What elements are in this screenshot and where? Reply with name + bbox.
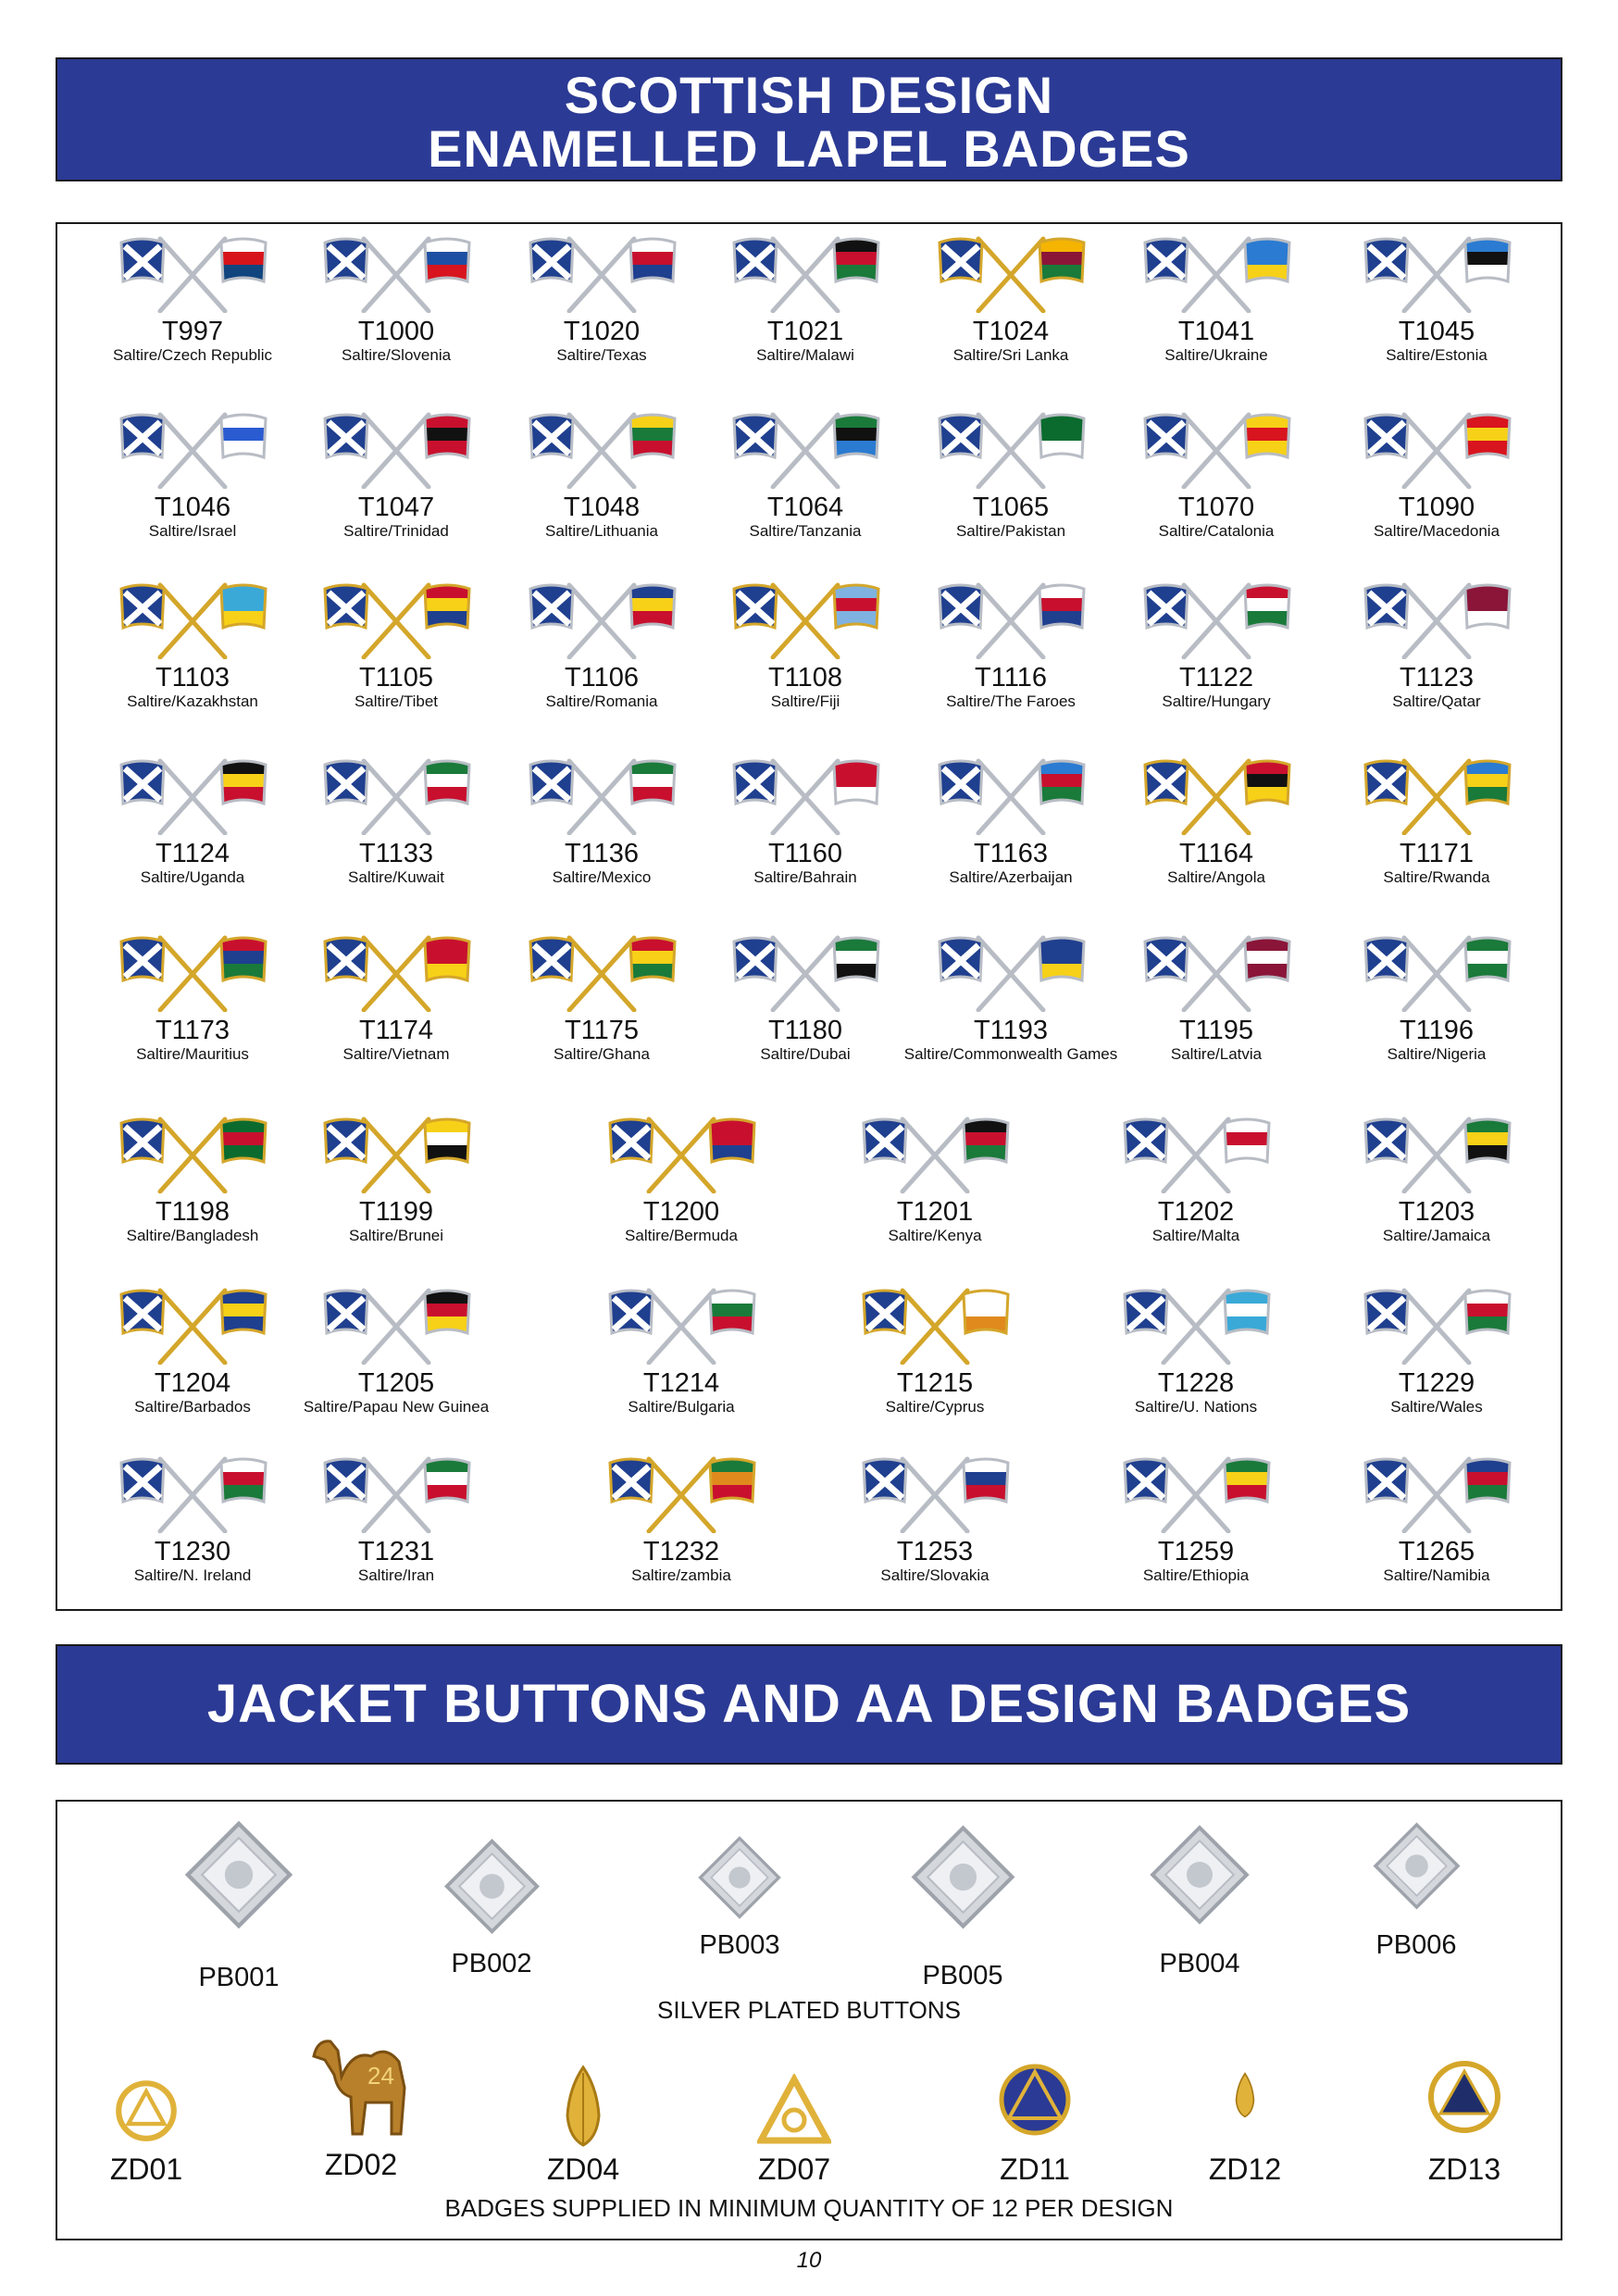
camel-icon bbox=[301, 2023, 421, 2143]
badge-item bbox=[1103, 1450, 1288, 1585]
crossed-flags-icon bbox=[1138, 230, 1295, 313]
badge-description: Saltire/Ethiopia bbox=[1142, 1566, 1250, 1584]
badge-description: Saltire/Cyprus bbox=[885, 1398, 985, 1416]
badge-item bbox=[304, 752, 489, 887]
badge-code: T1163 bbox=[973, 839, 1049, 868]
badge-description: Saltire/Papau New Guinea bbox=[303, 1398, 490, 1416]
badge-code: T1214 bbox=[642, 1368, 720, 1398]
silver-button-item bbox=[1107, 1819, 1292, 1930]
badge-code: T1215 bbox=[896, 1368, 974, 1398]
crossed-flags-icon bbox=[1117, 1281, 1275, 1365]
badge-code: T1048 bbox=[563, 493, 641, 522]
badge-item bbox=[713, 929, 898, 1064]
badge-code: T1171 bbox=[1399, 839, 1475, 868]
badge-code: T1205 bbox=[357, 1368, 435, 1398]
badge-code: T1105 bbox=[358, 663, 434, 693]
crossed-flags-icon bbox=[727, 230, 884, 313]
badge-item bbox=[1124, 576, 1309, 711]
badge-item bbox=[304, 576, 489, 711]
badge-description: Saltire/Romania bbox=[545, 693, 658, 710]
badge-item bbox=[1344, 752, 1529, 887]
crossed-flags-icon bbox=[932, 752, 1089, 835]
circle-triangle-icon bbox=[114, 2078, 179, 2143]
button-code: PB003 bbox=[699, 1930, 780, 1960]
badge-item bbox=[713, 752, 898, 887]
badge-description: Saltire/The Faroes bbox=[946, 693, 1076, 710]
circle-triangle-icon bbox=[1427, 2060, 1501, 2134]
badge-code: T1045 bbox=[1398, 317, 1475, 346]
crossed-flags-icon bbox=[523, 752, 680, 835]
badge-item bbox=[100, 929, 285, 1064]
aa-badge-item bbox=[54, 2078, 239, 2148]
button-code: PB005 bbox=[922, 1961, 1003, 1990]
badge-description: Saltire/Bahrain bbox=[753, 868, 857, 886]
badge-item bbox=[918, 752, 1103, 887]
badge-description: Saltire/Jamaica bbox=[1382, 1227, 1491, 1244]
crossed-flags-icon bbox=[523, 929, 680, 1012]
aa-badge-code: ZD01 bbox=[109, 2152, 183, 2186]
badge-code: T1232 bbox=[642, 1537, 720, 1566]
aa-badge-code: ZD07 bbox=[757, 2152, 831, 2186]
badge-description: Saltire/Mexico bbox=[552, 868, 652, 886]
badge-description: Saltire/Brunei bbox=[348, 1227, 444, 1244]
badge-item bbox=[842, 1110, 1027, 1245]
badge-description: Saltire/Bangladesh bbox=[126, 1227, 259, 1244]
crossed-flags-icon bbox=[1138, 576, 1295, 659]
crossed-flags-icon bbox=[727, 752, 884, 835]
badge-description: Saltire/Fiji bbox=[770, 693, 840, 710]
silver-button-icon bbox=[439, 1833, 545, 1940]
buttons-caption: SILVER PLATED BUTTONS bbox=[657, 1996, 961, 2024]
badge-code: T1136 bbox=[564, 839, 640, 868]
badge-description: Saltire/Tibet bbox=[354, 693, 439, 710]
crossed-flags-icon bbox=[114, 230, 271, 313]
badge-code: T1133 bbox=[358, 839, 434, 868]
button-code: PB001 bbox=[198, 1963, 280, 1992]
badge-code: T1108 bbox=[767, 663, 843, 693]
badge-item bbox=[1103, 1110, 1288, 1245]
badge-item bbox=[304, 1110, 489, 1245]
badge-code: T1231 bbox=[357, 1537, 435, 1566]
badge-description: Saltire/Czech Republic bbox=[113, 346, 272, 364]
badge-code: T1230 bbox=[154, 1537, 231, 1566]
badge-description: Saltire/Mauritius bbox=[136, 1045, 249, 1063]
badge-description: Saltire/Iran bbox=[357, 1566, 435, 1584]
badge-code: T1201 bbox=[896, 1197, 974, 1227]
crossed-flags-icon bbox=[317, 1110, 475, 1193]
badge-item bbox=[509, 752, 694, 887]
silver-button-item bbox=[399, 1833, 584, 1940]
badge-item bbox=[1124, 406, 1309, 541]
badge-item bbox=[589, 1110, 774, 1245]
crossed-flags-icon bbox=[317, 576, 475, 659]
badge-description: Saltire/Israel bbox=[148, 522, 237, 540]
badge-description: Saltire/Bulgaria bbox=[628, 1398, 735, 1416]
badge-item bbox=[842, 1450, 1027, 1585]
badge-item bbox=[304, 406, 489, 541]
circle-triangle-icon bbox=[998, 2063, 1072, 2137]
badge-code: T1175 bbox=[564, 1016, 640, 1045]
badge-item bbox=[100, 1450, 285, 1585]
badge-code: T1229 bbox=[1398, 1368, 1475, 1398]
badge-description: Saltire/Dubai bbox=[760, 1045, 851, 1063]
praying-hands-icon bbox=[1222, 2063, 1268, 2128]
badge-code: T1065 bbox=[972, 493, 1050, 522]
badge-description: Saltire/Tanzania bbox=[749, 522, 862, 540]
badge-code: T1173 bbox=[155, 1016, 230, 1045]
crossed-flags-icon bbox=[1358, 576, 1515, 659]
badge-code: T1195 bbox=[1178, 1016, 1254, 1045]
badge-description: Saltire/Azerbaijan bbox=[949, 868, 1073, 886]
badge-description: Saltire/Slovenia bbox=[341, 346, 452, 364]
badge-description: Saltire/Slovakia bbox=[880, 1566, 989, 1584]
crossed-flags-icon bbox=[1358, 929, 1515, 1012]
badge-code: T1160 bbox=[767, 839, 843, 868]
badge-description: Saltire/U. Nations bbox=[1134, 1398, 1258, 1416]
badge-description: Saltire/Texas bbox=[556, 346, 647, 364]
badge-item bbox=[304, 230, 489, 365]
crossed-flags-icon bbox=[317, 752, 475, 835]
aa-badge-item bbox=[1372, 2060, 1557, 2139]
crossed-flags-icon bbox=[932, 576, 1089, 659]
badge-item bbox=[713, 406, 898, 541]
crossed-flags-icon bbox=[603, 1281, 760, 1365]
section-banner-jacket: JACKET BUTTONS AND AA DESIGN BADGES bbox=[56, 1644, 1562, 1765]
badge-description: Saltire/Rwanda bbox=[1383, 868, 1490, 886]
badge-item bbox=[509, 406, 694, 541]
badge-item bbox=[1344, 1110, 1529, 1245]
crossed-flags-icon bbox=[114, 1281, 271, 1365]
badge-code: T1070 bbox=[1177, 493, 1255, 522]
crossed-flags-icon bbox=[932, 230, 1089, 313]
badge-item bbox=[100, 230, 285, 365]
badge-item bbox=[304, 1281, 489, 1416]
badge-description: Saltire/Kenya bbox=[888, 1227, 982, 1244]
aa-badge-code: ZD02 bbox=[324, 2148, 398, 2181]
badge-item bbox=[1344, 1450, 1529, 1585]
silver-button-icon bbox=[693, 1831, 786, 1924]
crossed-flags-icon bbox=[317, 1281, 475, 1365]
badge-item bbox=[1344, 230, 1529, 365]
badge-code: T1228 bbox=[1157, 1368, 1235, 1398]
badge-item bbox=[1103, 1281, 1288, 1416]
badge-description: Saltire/Malawi bbox=[756, 346, 854, 364]
silver-button-item bbox=[1324, 1817, 1509, 1915]
svg-text:24: 24 bbox=[367, 2062, 394, 2090]
button-code: PB006 bbox=[1375, 1930, 1457, 1960]
badge-code: T1200 bbox=[642, 1197, 720, 1227]
badge-code: T1106 bbox=[564, 663, 640, 693]
silver-button-item bbox=[647, 1831, 832, 1924]
badge-item bbox=[589, 1450, 774, 1585]
button-code: PB004 bbox=[1159, 1949, 1240, 1978]
badge-code: T1041 bbox=[1177, 317, 1255, 346]
badge-description: Saltire/Ukraine bbox=[1164, 346, 1268, 364]
badge-item bbox=[100, 752, 285, 887]
badge-description: Saltire/Commonwealth Games bbox=[903, 1045, 1118, 1063]
badge-item bbox=[1344, 929, 1529, 1064]
crossed-flags-icon bbox=[603, 1110, 760, 1193]
badge-description: Saltire/Ghana bbox=[554, 1045, 650, 1063]
badge-description: Saltire/Angola bbox=[1167, 868, 1265, 886]
badge-code: T1174 bbox=[358, 1016, 434, 1045]
badge-code: T1000 bbox=[357, 317, 435, 346]
badge-description: Saltire/Bermuda bbox=[625, 1227, 738, 1244]
crossed-flags-icon bbox=[523, 406, 680, 489]
badge-item bbox=[1344, 1281, 1529, 1416]
badge-code: T1164 bbox=[1178, 839, 1254, 868]
crossed-flags-icon bbox=[114, 1450, 271, 1533]
badge-item bbox=[1124, 230, 1309, 365]
badge-item bbox=[589, 1281, 774, 1416]
aa-badge-item bbox=[1152, 2063, 1338, 2132]
crossed-flags-icon bbox=[317, 1450, 475, 1533]
crossed-flags-icon bbox=[603, 1450, 760, 1533]
badge-description: Saltire/Wales bbox=[1390, 1398, 1483, 1416]
crossed-flags-icon bbox=[856, 1281, 1014, 1365]
crossed-flags-icon bbox=[114, 406, 271, 489]
crossed-flags-icon bbox=[932, 929, 1089, 1012]
crossed-flags-icon bbox=[114, 752, 271, 835]
badge-item bbox=[918, 230, 1103, 365]
crossed-flags-icon bbox=[1138, 406, 1295, 489]
silver-button-icon bbox=[905, 1819, 1021, 1935]
aa-badge-code: ZD11 bbox=[1000, 2152, 1070, 2186]
silver-button-icon bbox=[1144, 1819, 1255, 1930]
aa-badge-code: ZD12 bbox=[1208, 2152, 1282, 2186]
badge-item bbox=[304, 1450, 489, 1585]
badge-item bbox=[100, 1281, 285, 1416]
banner-title-line1: SCOTTISH DESIGN bbox=[564, 66, 1054, 124]
crossed-flags-icon bbox=[727, 406, 884, 489]
section-banner-scottish bbox=[56, 57, 1562, 181]
crossed-flags-icon bbox=[114, 576, 271, 659]
silver-button-icon bbox=[179, 1815, 299, 1935]
badge-item bbox=[713, 230, 898, 365]
badge-description: Saltire/Malta bbox=[1151, 1227, 1240, 1244]
crossed-flags-icon bbox=[114, 929, 271, 1012]
badge-code: T1064 bbox=[766, 493, 844, 522]
aa-badge-item bbox=[491, 2060, 676, 2157]
badge-code: T1020 bbox=[563, 317, 641, 346]
page-number: 10 bbox=[796, 2248, 822, 2273]
silver-button-item bbox=[146, 1815, 331, 1935]
crossed-flags-icon bbox=[317, 929, 475, 1012]
crossed-flags-icon bbox=[856, 1110, 1014, 1193]
badge-code: T1202 bbox=[1157, 1197, 1235, 1227]
badge-description: Saltire/Kuwait bbox=[348, 868, 444, 886]
crossed-flags-icon bbox=[114, 1110, 271, 1193]
badge-code: T1122 bbox=[1178, 663, 1254, 693]
crossed-flags-icon bbox=[1358, 1450, 1515, 1533]
badge-item bbox=[1344, 406, 1529, 541]
crossed-flags-icon bbox=[317, 406, 475, 489]
crossed-flags-icon bbox=[1358, 1281, 1515, 1365]
badge-description: Saltire/Pakistan bbox=[955, 522, 1066, 540]
badge-description: Saltire/Macedonia bbox=[1373, 522, 1500, 540]
badge-description: Saltire/Uganda bbox=[140, 868, 245, 886]
badge-code: T997 bbox=[161, 317, 224, 346]
aa-badge-item bbox=[702, 2074, 887, 2152]
button-code: PB002 bbox=[451, 1949, 532, 1978]
badge-item bbox=[713, 576, 898, 711]
badge-description: Saltire/Nigeria bbox=[1387, 1045, 1487, 1063]
badge-description: Saltire/Barbados bbox=[134, 1398, 251, 1416]
badge-description: Saltire/Catalonia bbox=[1158, 522, 1275, 540]
crossed-flags-icon bbox=[1138, 929, 1295, 1012]
badge-item bbox=[304, 929, 489, 1064]
banner-title-line2: ENAMELLED LAPEL BADGES bbox=[428, 119, 1190, 178]
badge-item bbox=[100, 576, 285, 711]
badge-code: T1024 bbox=[972, 317, 1050, 346]
badge-item bbox=[918, 406, 1103, 541]
silver-button-item bbox=[870, 1819, 1055, 1935]
crossed-flags-icon bbox=[1117, 1110, 1275, 1193]
badge-code: T1199 bbox=[358, 1197, 434, 1227]
badge-code: T1253 bbox=[896, 1537, 974, 1566]
badge-description: Saltire/Kazakhstan bbox=[127, 693, 258, 710]
crossed-flags-icon bbox=[523, 576, 680, 659]
badge-description: Saltire/Namibia bbox=[1383, 1566, 1490, 1584]
badge-code: T1103 bbox=[155, 663, 230, 693]
badge-item bbox=[918, 576, 1103, 711]
badge-item bbox=[509, 929, 694, 1064]
aa-caption: BADGES SUPPLIED IN MINIMUM QUANTITY OF 12 PER DESIGN bbox=[444, 2194, 1174, 2222]
badge-code: T1196 bbox=[1399, 1016, 1475, 1045]
badge-item bbox=[100, 1110, 285, 1245]
badge-code: T1193 bbox=[973, 1016, 1049, 1045]
badge-description: Saltire/Hungary bbox=[1162, 693, 1271, 710]
badge-description: Saltire/Qatar bbox=[1392, 693, 1481, 710]
crossed-flags-icon bbox=[1358, 230, 1515, 313]
crossed-flags-icon bbox=[727, 929, 884, 1012]
badge-code: T1203 bbox=[1398, 1197, 1475, 1227]
crossed-flags-icon bbox=[1358, 1110, 1515, 1193]
crossed-flags-icon bbox=[317, 230, 475, 313]
badge-description: Saltire/Sri Lanka bbox=[952, 346, 1069, 364]
silver-button-icon bbox=[1368, 1817, 1465, 1915]
badge-code: T1204 bbox=[154, 1368, 231, 1398]
aa-badge-code: ZD13 bbox=[1427, 2152, 1501, 2186]
badge-item bbox=[1344, 576, 1529, 711]
badge-description: Saltire/zambia bbox=[631, 1566, 731, 1584]
aa-badge-item bbox=[268, 2023, 454, 2148]
badge-description: Saltire/Latvia bbox=[1170, 1045, 1263, 1063]
badge-code: T1198 bbox=[155, 1197, 230, 1227]
badge-description: Saltire/Trinidad bbox=[343, 522, 449, 540]
badge-item bbox=[509, 230, 694, 365]
badge-code: T1047 bbox=[357, 493, 435, 522]
crossed-flags-icon bbox=[1117, 1450, 1275, 1533]
triangle-icon bbox=[757, 2074, 831, 2148]
badge-code: T1090 bbox=[1398, 493, 1475, 522]
badge-description: Saltire/Estonia bbox=[1386, 346, 1487, 364]
badge-code: T1124 bbox=[155, 839, 230, 868]
badge-code: T1180 bbox=[767, 1016, 843, 1045]
badge-code: T1116 bbox=[975, 663, 1047, 693]
aa-badge-item bbox=[942, 2063, 1127, 2141]
aa-badge-code: ZD04 bbox=[546, 2152, 620, 2186]
badge-item bbox=[1124, 929, 1309, 1064]
badge-code: T1046 bbox=[154, 493, 231, 522]
crossed-flags-icon bbox=[523, 230, 680, 313]
badge-description: Saltire/N. Ireland bbox=[133, 1566, 252, 1584]
badge-item bbox=[903, 929, 1118, 1064]
badge-code: T1123 bbox=[1399, 663, 1475, 693]
badge-description: Saltire/Lithuania bbox=[545, 522, 658, 540]
badge-code: T1259 bbox=[1157, 1537, 1235, 1566]
crossed-flags-icon bbox=[1358, 752, 1515, 835]
badge-description: Saltire/Vietnam bbox=[342, 1045, 450, 1063]
crossed-flags-icon bbox=[932, 406, 1089, 489]
badge-code: T1021 bbox=[766, 317, 844, 346]
praying-hands-icon bbox=[541, 2060, 625, 2152]
crossed-flags-icon bbox=[1138, 752, 1295, 835]
badge-item bbox=[1124, 752, 1309, 887]
badge-item bbox=[842, 1281, 1027, 1416]
crossed-flags-icon bbox=[856, 1450, 1014, 1533]
badge-code: T1265 bbox=[1398, 1537, 1475, 1566]
badge-item bbox=[100, 406, 285, 541]
crossed-flags-icon bbox=[1358, 406, 1515, 489]
badge-item bbox=[509, 576, 694, 711]
crossed-flags-icon bbox=[727, 576, 884, 659]
